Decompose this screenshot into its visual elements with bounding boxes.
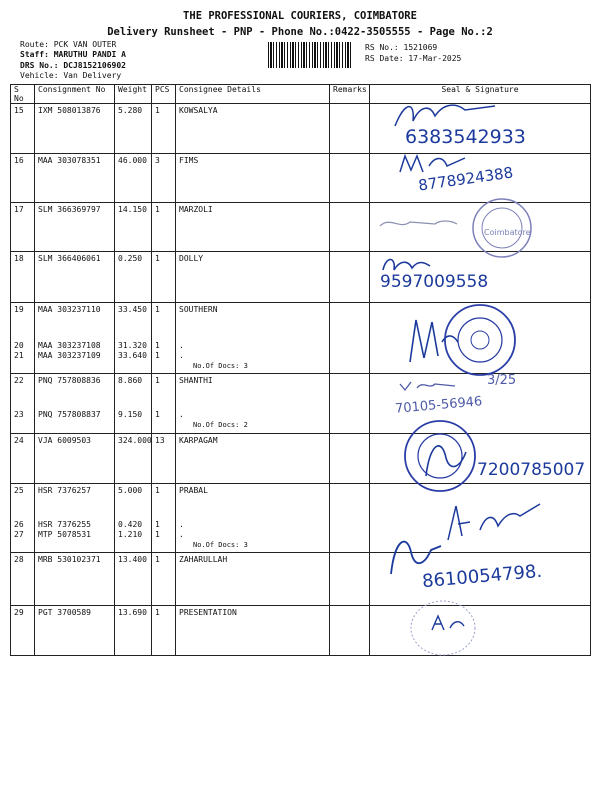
stamp-text-17: Coimbatore xyxy=(484,228,531,237)
sno xyxy=(11,374,35,434)
consignment-value: MTP 5078531 xyxy=(38,530,91,539)
consignee: FIMS xyxy=(176,154,330,203)
sno xyxy=(11,303,35,374)
weight: 46.000 xyxy=(115,154,152,203)
consignee-value: SHANTHI xyxy=(179,376,213,385)
remarks xyxy=(330,606,370,656)
header-weight: Weight xyxy=(115,85,152,104)
remarks xyxy=(330,203,370,252)
vehicle: Vehicle: Van Delivery xyxy=(20,71,122,80)
consignee: ZAHARULLAH xyxy=(176,553,330,606)
signature-24 xyxy=(416,432,476,482)
consignment-no xyxy=(35,374,115,434)
pcs-value: 1 xyxy=(155,351,160,360)
pcs: 13 xyxy=(152,434,176,484)
sno: 16 xyxy=(11,154,35,203)
staff: Staff: MARUTHU PANDI A xyxy=(20,50,126,59)
pcs: 1 xyxy=(152,203,176,252)
consignee-value: . xyxy=(179,520,184,529)
consignee-value: . xyxy=(179,410,184,419)
weight: 13.400 xyxy=(115,553,152,606)
sno-value: 23 xyxy=(14,410,24,419)
consignee xyxy=(176,374,330,434)
handwritten-phone-15: 6383542933 xyxy=(405,126,526,148)
pcs: 1 xyxy=(152,606,176,656)
sheet-title: Delivery Runsheet - PNP - Phone No.:0422-3505555 - Page No.:2 xyxy=(107,26,493,38)
sno-value: 19 xyxy=(14,305,24,314)
remarks xyxy=(330,374,370,434)
sno-value: 27 xyxy=(14,530,24,539)
pcs-value: 1 xyxy=(155,376,160,385)
sno: 28 xyxy=(11,553,35,606)
consignee: PRESENTATION xyxy=(176,606,330,656)
seal-signature xyxy=(370,606,591,656)
remarks xyxy=(330,553,370,606)
weight: 0.250 xyxy=(115,252,152,303)
handwritten-phone-16: 8778924388 xyxy=(417,163,515,195)
pcs-value: 1 xyxy=(155,520,160,529)
header-pcs: PCS xyxy=(152,85,176,104)
pcs-value: 1 xyxy=(155,410,160,419)
consignment-value: MAA 303237110 xyxy=(38,305,101,314)
weight-value: 1.210 xyxy=(118,530,143,539)
weight-value: 33.450 xyxy=(118,305,147,314)
weight-value: 8.860 xyxy=(118,376,143,385)
header-seal: Seal & Signature xyxy=(370,85,591,104)
consignee-value: . xyxy=(179,530,184,539)
consignee: KARPAGAM xyxy=(176,434,330,484)
handwritten-phone-28: 8610054798. xyxy=(421,560,543,593)
weight-value: 5.000 xyxy=(118,486,143,495)
sno xyxy=(11,484,35,553)
remarks xyxy=(330,154,370,203)
consignment-no xyxy=(35,303,115,374)
consignment-no: MAA 303078351 xyxy=(35,154,115,203)
weight xyxy=(115,303,152,374)
sno: 29 xyxy=(11,606,35,656)
consignment-value: MAA 303237108 xyxy=(38,341,101,350)
consignment-value: PNQ 757808836 xyxy=(38,376,101,385)
pcs-value: 1 xyxy=(155,305,160,314)
consignee-value: PRABAL xyxy=(179,486,208,495)
sno: 17 xyxy=(11,203,35,252)
signature-17 xyxy=(375,212,465,234)
consignment-no xyxy=(35,484,115,553)
consignee xyxy=(176,484,330,553)
consignee xyxy=(176,303,330,374)
header-consignee: Consignee Details xyxy=(176,85,330,104)
signature-25 xyxy=(440,496,550,546)
handwritten-phone-18: 9597009558 xyxy=(380,272,489,292)
handwritten-phone-22: 70105-56946 xyxy=(394,394,483,417)
remarks xyxy=(330,303,370,374)
consignee: DOLLY xyxy=(176,252,330,303)
sno: 18 xyxy=(11,252,35,303)
drs-number: DRS No.: DCJ8152106902 xyxy=(20,61,126,70)
consignment-value: HSR 7376257 xyxy=(38,486,91,495)
header-remarks: Remarks xyxy=(330,85,370,104)
stamp-19 xyxy=(442,302,518,378)
consignee-value: SOUTHERN xyxy=(179,305,218,314)
consignment-no: SLM 366406061 xyxy=(35,252,115,303)
sno-value: 26 xyxy=(14,520,24,529)
pcs: 1 xyxy=(152,104,176,154)
sno: 24 xyxy=(11,434,35,484)
consignment-value: HSR 7376255 xyxy=(38,520,91,529)
sno-value: 25 xyxy=(14,486,24,495)
weight: 5.280 xyxy=(115,104,152,154)
consignee: KOWSALYA xyxy=(176,104,330,154)
consignee-value: . xyxy=(179,351,184,360)
handwritten-date-22: 3/25 xyxy=(487,373,517,388)
header-consignment: Consignment No xyxy=(35,85,115,104)
sno-value: 21 xyxy=(14,351,24,360)
weight xyxy=(115,484,152,553)
weight-value: 0.420 xyxy=(118,520,143,529)
weight: 13.690 xyxy=(115,606,152,656)
rs-date: RS Date: 17-Mar-2025 xyxy=(365,54,462,63)
barcode xyxy=(268,42,352,68)
weight-value: 33.640 xyxy=(118,351,147,360)
remarks xyxy=(330,104,370,154)
pcs: 1 xyxy=(152,252,176,303)
company-name: THE PROFESSIONAL COURIERS, COIMBATORE xyxy=(183,10,417,22)
pcs xyxy=(152,484,176,553)
route: Route: PCK VAN OUTER xyxy=(20,40,117,49)
remarks xyxy=(330,252,370,303)
rs-number: RS No.: 1521069 xyxy=(365,43,438,52)
header-sno: S No xyxy=(11,85,35,104)
consignment-value: PNQ 757808837 xyxy=(38,410,101,419)
consignee-value: . xyxy=(179,341,184,350)
weight-value: 31.320 xyxy=(118,341,147,350)
consignment-no: SLM 366369797 xyxy=(35,203,115,252)
sno: 15 xyxy=(11,104,35,154)
pcs-value: 1 xyxy=(155,530,160,539)
docs-count: No.Of Docs: 3 xyxy=(193,362,248,370)
consignment-no: IXM 508013876 xyxy=(35,104,115,154)
signature-22 xyxy=(395,374,485,396)
consignment-no: MRB 530102371 xyxy=(35,553,115,606)
sno-value: 20 xyxy=(14,341,24,350)
pcs-value: 1 xyxy=(155,341,160,350)
pcs: 1 xyxy=(152,553,176,606)
pcs: 3 xyxy=(152,154,176,203)
weight xyxy=(115,374,152,434)
handwritten-phone-24: 7200785007 xyxy=(477,460,586,480)
sno-value: 22 xyxy=(14,376,24,385)
weight-value: 9.150 xyxy=(118,410,143,419)
pcs-value: 1 xyxy=(155,486,160,495)
remarks xyxy=(330,484,370,553)
weight: 324.000 xyxy=(115,434,152,484)
signature-29 xyxy=(428,612,468,634)
pcs xyxy=(152,374,176,434)
consignment-no: PGT 3700589 xyxy=(35,606,115,656)
consignment-no: VJA 6009503 xyxy=(35,434,115,484)
docs-count: No.Of Docs: 2 xyxy=(193,421,248,429)
consignee: MARZOLI xyxy=(176,203,330,252)
pcs xyxy=(152,303,176,374)
table-row xyxy=(11,606,591,656)
consignment-value: MAA 303237109 xyxy=(38,351,101,360)
docs-count: No.Of Docs: 3 xyxy=(193,541,248,549)
remarks xyxy=(330,434,370,484)
weight: 14.150 xyxy=(115,203,152,252)
